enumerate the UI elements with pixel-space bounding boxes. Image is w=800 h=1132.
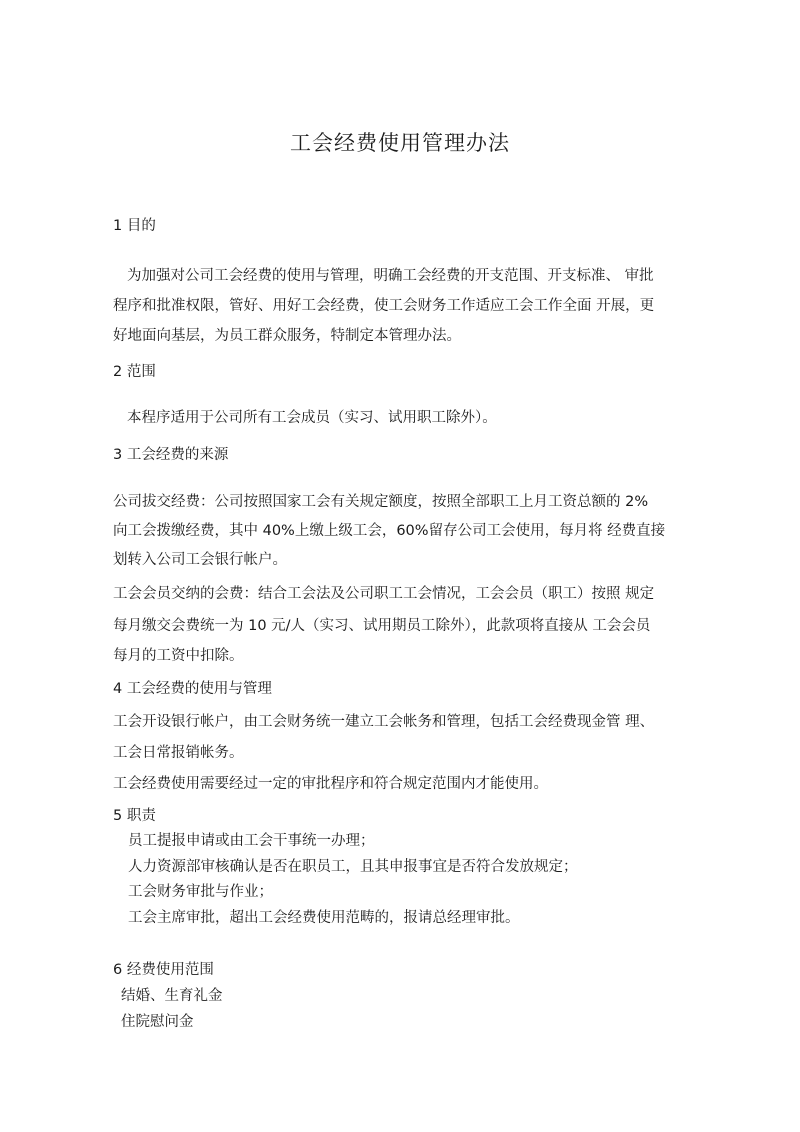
paragraph-line: 为加强对公司工会经费的使用与管理，明确工会经费的开支范围、开支标准、 审批 [127,268,654,284]
section-heading-source: 3 工会经费的来源 [113,447,229,463]
list-item: 结婚、生育礼金 [121,988,223,1004]
list-item: 工会财务审批与作业； [128,884,273,900]
paragraph-line: 每月缴交会费统一为 10 元/人（实习、试用期员工除外），此款项将直接从 工会会员 [113,618,651,634]
page-title: 工会经费使用管理办法 [290,131,510,155]
section-heading-usage: 4 工会经费的使用与管理 [113,681,272,697]
section-heading-scope: 2 范围 [113,364,156,380]
list-item: 住院慰问金 [121,1014,194,1030]
paragraph-line: 程序和批准权限，管好、用好工会经费，使工会财务工作适应工会工作全面 开展，更 [113,298,655,314]
paragraph-line: 工会会员交纳的会费：结合工会法及公司职工工会情况，工会会员（职工）按照 规定 [113,586,655,602]
section-heading-scope-of-use: 6 经费使用范围 [113,962,214,978]
section-heading-purpose: 1 目的 [113,218,156,234]
paragraph-line: 公司拔交经费：公司按照国家工会有关规定额度，按照全部职工上月工资总额的 2% [113,494,649,510]
paragraph-line: 工会日常报销帐务。 [113,745,244,761]
paragraph-line: 每月的工资中扣除。 [113,648,244,664]
list-item: 人力资源部审核确认是否在职员工，且其申报事宜是否符合发放规定； [128,859,578,875]
paragraph-line: 工会经费使用需要经过一定的审批程序和符合规定范围内才能使用。 [113,776,548,792]
paragraph-line: 工会开设银行帐户，由工会财务统一建立工会帐务和管理，包括工会经费现金管 理、 [113,714,655,730]
paragraph-line: 好地面向基层，为员工群众服务，特制定本管理办法。 [113,328,461,344]
paragraph-line: 本程序适用于公司所有工会成员（实习、试用职工除外）。 [127,410,497,426]
paragraph-line: 向工会拨缴经费，其中 40%上缴上级工会，60%留存公司工会使用，每月将 经费直接 [113,523,666,539]
list-item: 员工提报申请或由工会干事统一办理； [128,833,375,849]
list-item: 工会主席审批，超出工会经费使用范畴的，报请总经理审批。 [128,910,520,926]
section-heading-duties: 5 职责 [113,808,156,824]
paragraph-line: 划转入公司工会银行帐户。 [113,552,287,568]
